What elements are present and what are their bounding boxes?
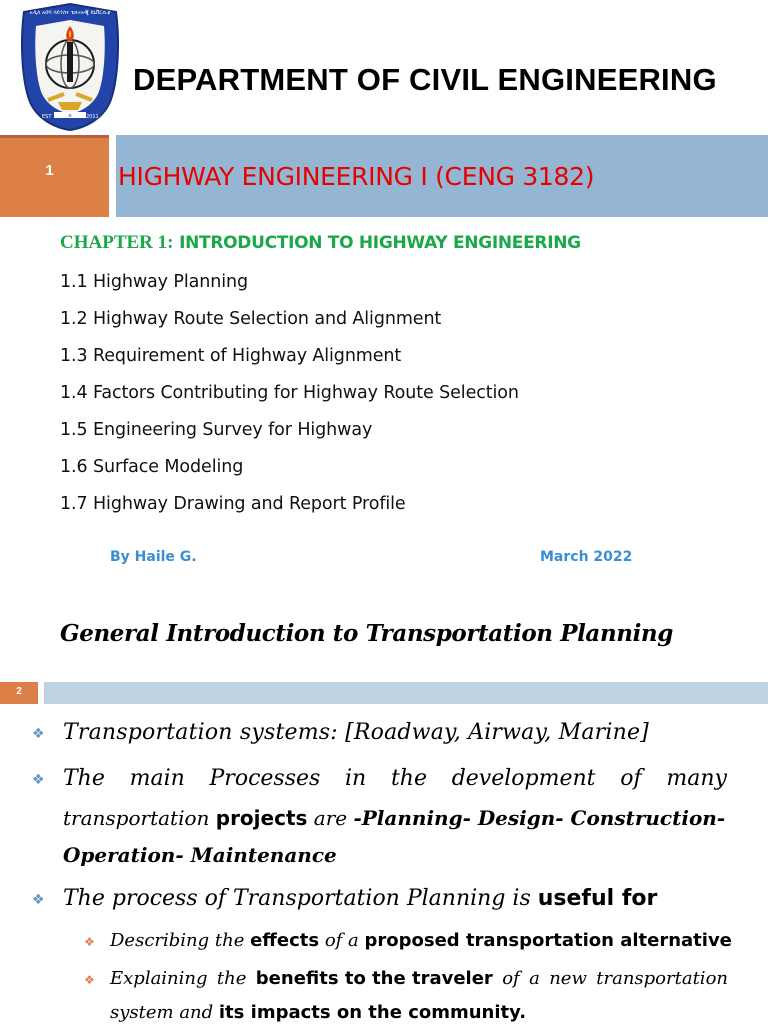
toc-item: 1.7 Highway Drawing and Report Profile (60, 494, 406, 514)
toc-item: 1.5 Engineering Survey for Highway (60, 420, 373, 440)
university-seal-logo (18, 2, 122, 132)
bullet-text: transportation projects are -Planning- Design- Construction- (63, 806, 726, 830)
slide-number: 2 (16, 686, 22, 697)
toc-item: 1.4 Factors Contributing for Highway Route Selection (60, 383, 519, 403)
diamond-bullet-icon: ❖ (84, 935, 95, 949)
toc-item: 1.2 Highway Route Selection and Alignment (60, 309, 442, 329)
bullet-text: The main Processes in the development of many (63, 766, 727, 791)
chapter-heading (60, 232, 581, 254)
toc-item: 1.3 Requirement of Highway Alignment (60, 346, 402, 366)
bullet-text: Operation- Maintenance (63, 843, 337, 867)
bullet-text: The process of Transportation Planning is useful for (63, 886, 658, 911)
svg-text:EST: EST (42, 114, 52, 120)
chapter-label: CHAPTER 1: (60, 232, 174, 253)
diamond-bullet-icon: ❖ (32, 726, 45, 742)
slide-title: General Introduction to Transportation Planning (60, 620, 673, 647)
toc-item: 1.6 Surface Modeling (60, 457, 244, 477)
svg-text:አዲስ አበባ ሳይንስና ቴክኖሎጂ ዩኒቨርሲቲ: አዲስ አበባ ሳይንስና ቴክኖሎጂ ዩኒቨርሲቲ (29, 10, 111, 16)
svg-text:2011: 2011 (86, 114, 99, 120)
course-title: HIGHWAY ENGINEERING I (CENG 3182) (118, 162, 595, 191)
sub-bullet-text: Explaining the benefits to the traveler of a new transportation (110, 968, 728, 989)
diamond-bullet-icon: ❖ (84, 973, 95, 987)
diamond-bullet-icon: ❖ (32, 772, 45, 788)
svg-text:⚙: ⚙ (68, 113, 72, 118)
sub-bullet-text: system and its impacts on the community. (110, 1002, 527, 1023)
diamond-bullet-icon: ❖ (32, 892, 45, 908)
department-title: DEPARTMENT OF CIVIL ENGINEERING (133, 62, 717, 97)
slide-number: 1 (45, 162, 54, 179)
date: March 2022 (540, 549, 633, 565)
toc-item: 1.1 Highway Planning (60, 272, 248, 292)
bullet-text: Transportation systems: [Roadway, Airway, Marine] (63, 720, 649, 745)
chapter-title: INTRODUCTION TO HIGHWAY ENGINEERING (173, 233, 581, 253)
sub-bullet-text: Describing the effects of a proposed transportation alternative (110, 930, 732, 951)
author: By Haile G. (110, 549, 197, 565)
title-bar (44, 682, 768, 704)
table-of-contents (60, 270, 519, 529)
